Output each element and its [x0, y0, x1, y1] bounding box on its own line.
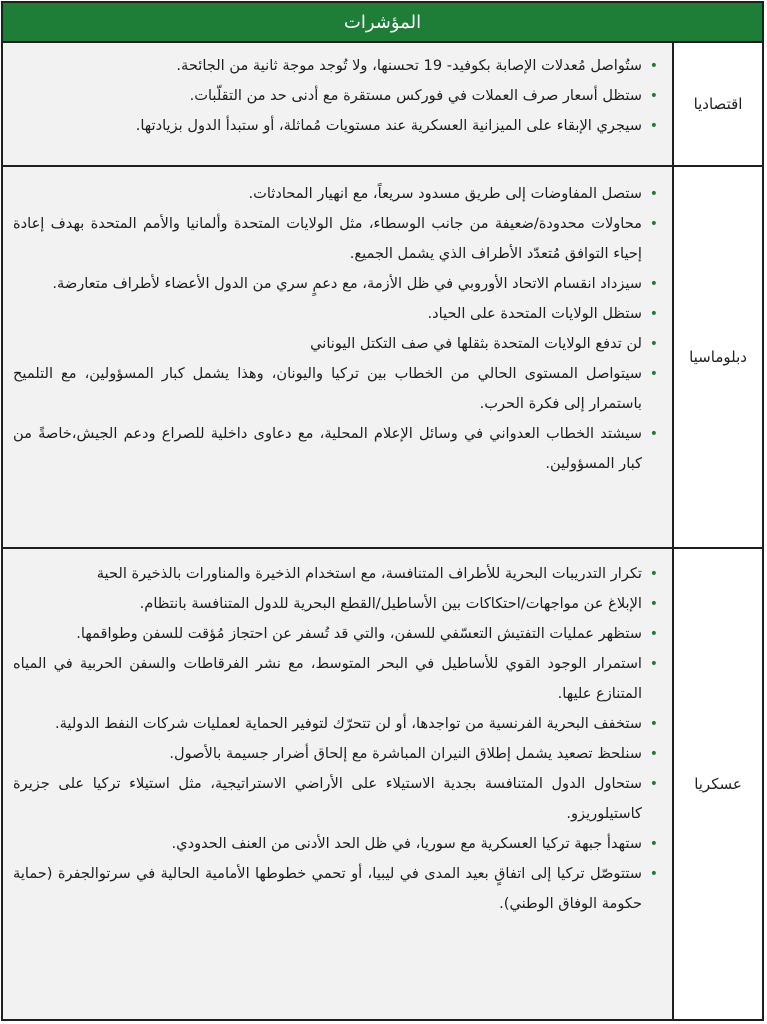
header-title: المؤشرات [343, 11, 422, 33]
list-item: • ستظل أسعار صرف العملات في فوركس مستقرة مع أدنى حد من التقلّبات. [13, 81, 660, 111]
category-label: اقتصاديا [693, 95, 743, 113]
category-label: دبلوماسيا [689, 348, 747, 366]
list-item: • استمرار الوجود القوي للأساطيل في البحر المتوسط، مع نشر الفرقاطات والسفن الحربية في المياه المتنازع عليها. [13, 649, 660, 709]
list-item: • تكرار التدريبات البحرية للأطراف المتنافسة، مع استخدام الذخيرة والمناورات بالذخيرة الحية [13, 559, 660, 589]
category-cell [672, 549, 762, 1019]
category-label: عسكريا [694, 775, 742, 793]
list-item: • ستظهر عمليات التفتيش التعسّفي للسفن، والتي قد تُسفر عن احتجاز مُؤقت للسفن وطواقمها. [13, 619, 660, 649]
indicators-cell [3, 549, 672, 1019]
list-item: • سيزداد انقسام الاتحاد الأوروبي في ظل الأزمة، مع دعمٍ سري من الدول الأعضاء لأطراف متعارضة. [13, 269, 660, 299]
list-item: • سيتواصل المستوى الحالي من الخطاب بين تركيا واليونان، وهذا يشمل كبار المسؤولين، مع التلميح باستمرار إلى فكرة الحرب. [13, 359, 660, 419]
table-header [3, 3, 762, 43]
table-row-diplomatic [3, 167, 762, 549]
list-item: • ستحاول الدول المتنافسة بجدية الاستيلاء على الأراضي الاستراتيجية، مثل استيلاء تركيا على جزيرة كاستيلوريزو. [13, 769, 660, 829]
list-item: • سيجري الإبقاء على الميزانية العسكرية عند مستويات مُماثلة، أو ستبدأ الدول بزيادتها. [13, 111, 660, 141]
list-item: • ستظل الولايات المتحدة على الحياد. [13, 299, 660, 329]
indicator-list [13, 179, 660, 479]
list-item: • ستهدأ جبهة تركيا العسكرية مع سوريا، في ظل الحد الأدنى من العنف الحدودي. [13, 829, 660, 859]
list-item: • ستخفف البحرية الفرنسية من تواجدها، أو لن تتحرّك لتوفير الحماية لعمليات شركات النفط الدولية. [13, 709, 660, 739]
list-item: • الإبلاغ عن مواجهات/احتكاكات بين الأساطيل/القطع البحرية للدول المتنافسة بانتظام. [13, 589, 660, 619]
list-item: • ستصل المفاوضات إلى طريق مسدود سريعاً، مع انهيار المحادثات. [13, 179, 660, 209]
indicators-cell [3, 167, 672, 547]
list-item: • محاولات محدودة/ضعيفة من جانب الوسطاء، مثل الولايات المتحدة وألمانيا والأمم المتحدة بهدف إعادة إحياء التوافق مُتعدّد الأطراف الذي يشمل الجميع. [13, 209, 660, 269]
list-item: • ستتوصّل تركيا إلى اتفاقٍ بعيد المدى في ليبيا، أو تحمي خطوطها الأمامية الحالية في سرتوالجفرة (حماية حكومة الوفاق الوطني). [13, 859, 660, 919]
table-row-military [3, 549, 762, 1019]
indicators-cell [3, 43, 672, 165]
table-row-economic [3, 43, 762, 167]
list-item: • سيشتد الخطاب العدواني في وسائل الإعلام المحلية، مع دعاوى داخلية للصراع ودعم الجيش،خاصةً من كبار المسؤولين. [13, 419, 660, 479]
category-cell [672, 167, 762, 547]
indicator-list [13, 559, 660, 919]
indicators-table [1, 1, 764, 1021]
indicator-list [13, 51, 660, 141]
category-cell [672, 43, 762, 165]
list-item: • ستُواصل مُعدلات الإصابة بكوفيد- 19 تحسنها، ولا تُوجد موجة ثانية من الجائحة. [13, 51, 660, 81]
list-item: • لن تدفع الولايات المتحدة بثقلها في صف التكتل اليوناني [13, 329, 660, 359]
list-item: • سنلحظ تصعيد يشمل إطلاق النيران المباشرة مع إلحاق أضرار جسيمة بالأصول. [13, 739, 660, 769]
